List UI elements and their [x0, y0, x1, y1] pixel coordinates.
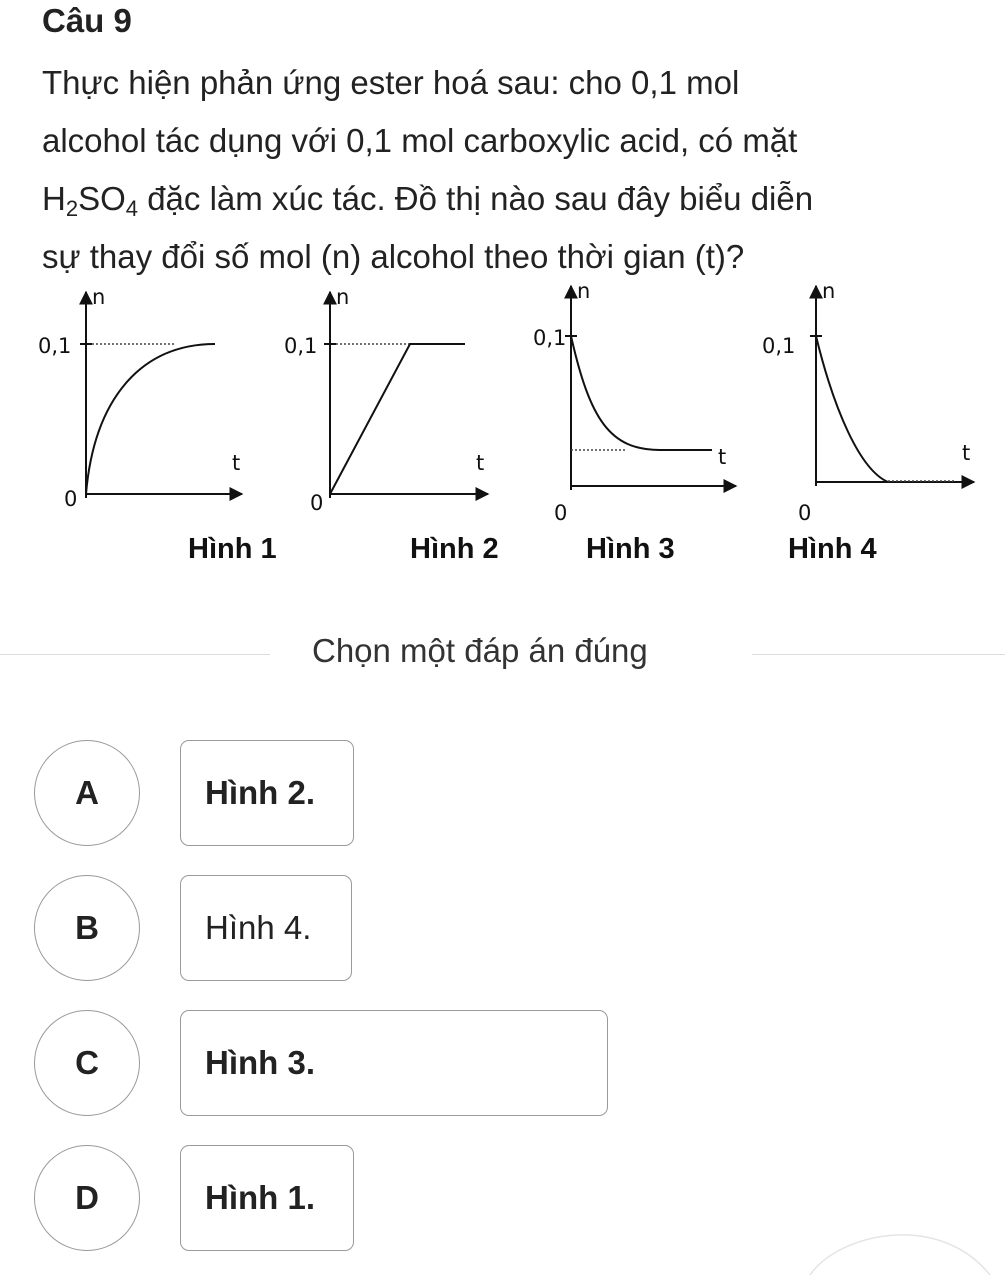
graph-3-curve	[571, 336, 712, 450]
graph-4-n-label: n	[822, 280, 836, 303]
option-c-letter[interactable]: C	[34, 1010, 140, 1116]
graph-4-t-label: t	[962, 441, 971, 465]
divider-line-right	[752, 654, 1005, 655]
prompt-text: Chọn một đáp án đúng	[312, 632, 648, 669]
option-a-letter[interactable]: A	[34, 740, 140, 846]
graph-2-line	[330, 344, 465, 494]
graph-1-t-label: t	[232, 451, 241, 475]
option-a-answer[interactable]: Hình 2.	[180, 740, 354, 846]
figures-panel	[0, 280, 1005, 580]
option-b-letter[interactable]: B	[34, 875, 140, 981]
graph-3-value-label: 0,1	[533, 326, 567, 350]
formula-h: H	[42, 180, 66, 217]
graph-1-value-label: 0,1	[38, 334, 72, 358]
caption-hinh-4: Hình 4	[788, 533, 877, 565]
divider-line-left	[0, 654, 270, 655]
question-line-3	[42, 170, 977, 228]
question-line-2: alcohol tác dụng với 0,1 mol carboxylic acid, có mặt	[42, 122, 798, 159]
graph-4	[762, 280, 974, 525]
option-d-letter[interactable]: D	[34, 1145, 140, 1251]
option-c-answer[interactable]: Hình 3.	[180, 1010, 608, 1116]
graph-3	[533, 280, 736, 525]
prompt-divider	[0, 622, 1005, 686]
graph-3-n-label: n	[577, 280, 591, 303]
caption-hinh-2: Hình 2	[410, 533, 499, 565]
question-label: Câu 9	[42, 2, 132, 39]
graph-2-n-label: n	[336, 285, 350, 309]
graph-4-value-label: 0,1	[762, 334, 796, 358]
question-line-1: Thực hiện phản ứng ester hoá sau: cho 0,1 mol	[42, 64, 740, 101]
graph-1	[38, 285, 242, 511]
graph-1-n-label: n	[92, 285, 106, 309]
option-d-answer[interactable]: Hình 1.	[180, 1145, 354, 1251]
graph-1-curve	[86, 344, 215, 494]
graph-4-origin-label: 0	[798, 501, 812, 525]
formula-so: SO	[78, 180, 126, 217]
formula-sub-4: 4	[125, 196, 139, 221]
decorative-arc	[800, 1222, 1000, 1275]
graph-1-origin-label: 0	[64, 487, 78, 511]
graphs-svg	[0, 280, 1005, 530]
option-b-answer[interactable]: Hình 4.	[180, 875, 352, 981]
caption-hinh-1: Hình 1	[188, 533, 277, 565]
graph-3-t-label: t	[718, 445, 727, 469]
caption-hinh-3: Hình 3	[586, 533, 675, 565]
graph-2-t-label: t	[476, 451, 485, 475]
graph-2-value-label: 0,1	[284, 334, 318, 358]
graph-4-curve	[816, 336, 888, 482]
question-line-4: sự thay đổi số mol (n) alcohol theo thời gian (t)?	[42, 238, 745, 275]
option-a[interactable]	[0, 740, 1005, 852]
option-b[interactable]	[0, 875, 1005, 987]
formula-sub-2: 2	[65, 196, 79, 221]
graph-2	[284, 285, 488, 515]
graph-3-origin-label: 0	[554, 501, 568, 525]
option-c[interactable]	[0, 1010, 1005, 1122]
graph-2-origin-label: 0	[310, 491, 324, 515]
question-line-3-rest: đặc làm xúc tác. Đồ thị nào sau đây biểu diễn	[138, 180, 814, 217]
question-text	[42, 54, 977, 286]
